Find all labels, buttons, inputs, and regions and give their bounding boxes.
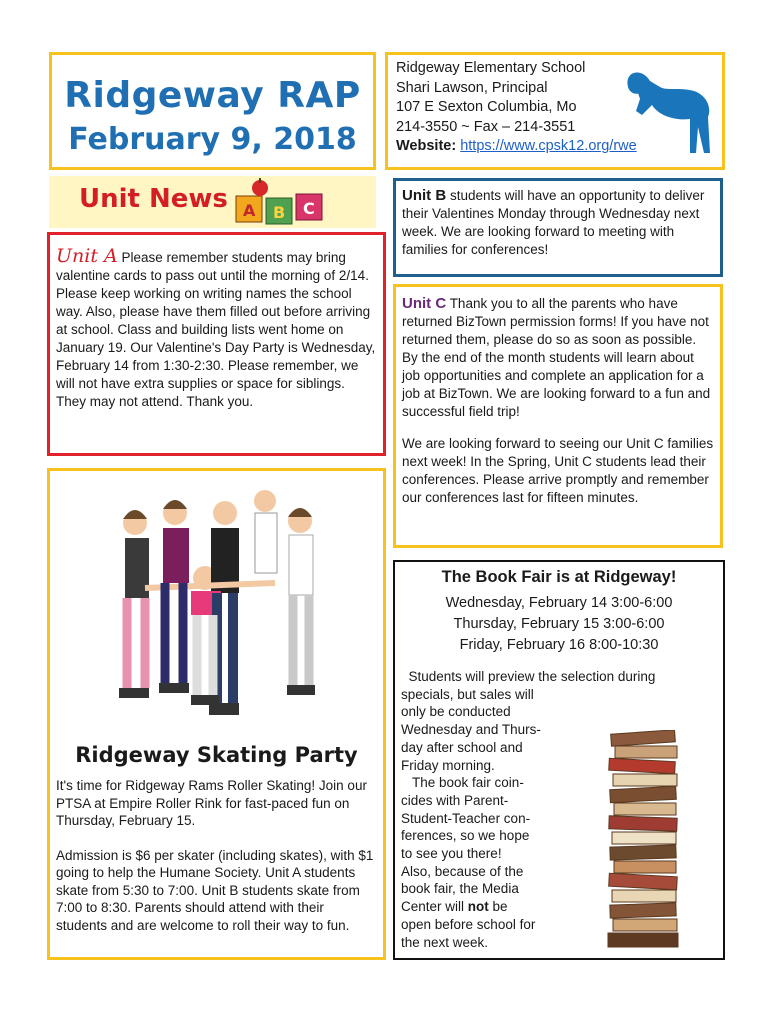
- book-fair-line: the next week.: [401, 934, 489, 950]
- unit-c-para2: We are looking forward to seeing our Unit C families next week! In the Spring, Unit C students lead their conferences. Please arrive promptly and remember our conferences last for fifteen minutes.: [402, 436, 714, 505]
- book-fair-not: not: [467, 899, 489, 915]
- book-fair-line: Friday morning.: [401, 757, 495, 773]
- title-box: [49, 52, 376, 170]
- unit-c-label: Unit C: [402, 295, 447, 312]
- newsletter-title: Ridgeway RAP: [64, 75, 361, 116]
- skating-para1: It's time for Ridgeway Rams Roller Skating! Join our PTSA at Empire Roller Rink for fast-paced fun on Thursday, February 15.: [56, 778, 367, 828]
- newsletter-date: February 9, 2018: [68, 122, 357, 157]
- book-fair-line: book fair, the Media: [401, 881, 519, 897]
- website-link[interactable]: https://www.cpsk12.org/rwe: [460, 138, 637, 154]
- principal-name: Shari Lawson, Principal: [396, 79, 548, 96]
- unit-news-heading: Unit News: [79, 184, 228, 214]
- unit-c-para1: [402, 295, 714, 421]
- book-fair-line: Also, because of the: [401, 863, 524, 879]
- unit-news-header: [49, 176, 376, 228]
- unit-b-text: students will have an opportunity to deliver their Valentines Monday through Wednesday next week. We are looking forward to meeting with families for conferences!: [402, 188, 705, 257]
- unit-a-text: Please remember students may bring valentine cards to pass out until the morning of 2/14. Please keep working on writing names the school way. Also, please have them filled out before arriving at school. Class and building lists went home on January 19. Our Valentine's Day Party is Wednesday, February 14 from 1:30-2:30. Please remember, we will not have extra supplies or space for siblings. They may not attend. Thank you.: [56, 250, 376, 409]
- book-fair-line: The book fair coin-: [401, 775, 524, 791]
- abc-blocks-icon: [234, 178, 334, 226]
- book-fair-line: open before school for: [401, 916, 536, 932]
- skating-party-box: [47, 468, 386, 960]
- unit-b-label: Unit B: [402, 187, 447, 204]
- skating-para2: Admission is $6 per skater (including skates), with $1 going to help the Humane Society. Unit A students skate from 5:30 to 7:00. Unit B students skate from 7:00 to 8:30. Parents should attend with their students and are welcome to roll their way to fun.: [56, 847, 374, 933]
- skating-body: [56, 777, 377, 951]
- book-fair-date-fri: Friday, February 16 8:00-10:30: [459, 637, 659, 653]
- school-name: Ridgeway Elementary School: [396, 60, 586, 76]
- book-fair-line: only be conducted: [401, 704, 511, 720]
- unit-c-box: [393, 284, 723, 548]
- book-fair-line: cides with Parent-: [401, 792, 509, 808]
- unit-a-label: Unit A: [56, 245, 118, 267]
- book-fair-line: day after school and: [401, 739, 523, 755]
- school-info-box: [385, 52, 725, 170]
- svg-text:C: C: [303, 199, 315, 218]
- book-fair-line: to see you there!: [401, 846, 502, 862]
- svg-text:A: A: [243, 201, 256, 220]
- unit-c-text: Thank you to all the parents who have returned BizTown permission forms! If you have not returned them, please do so as soon as possible. By the end of the month students will learn about job opportunities and complete an application for a job at BizTown. We are looking forward to a fun and successful field trip!: [402, 296, 711, 419]
- unit-a-box: [47, 232, 386, 456]
- book-fair-line-start: Center will: [401, 899, 468, 915]
- book-fair-title: The Book Fair is at Ridgeway!: [441, 568, 677, 586]
- book-fair-dates: [395, 593, 723, 656]
- book-fair-be: be: [488, 899, 508, 915]
- unit-b-box: [393, 178, 723, 277]
- svg-text:B: B: [273, 203, 286, 222]
- book-stack-icon: [605, 730, 685, 950]
- skating-kids-image: [105, 483, 335, 733]
- book-fair-line: ferences, so we hope: [401, 828, 530, 844]
- book-fair-line: specials, but sales will: [401, 686, 534, 702]
- book-fair-date-thu: Thursday, February 15 3:00-6:00: [453, 616, 665, 632]
- school-address: 107 E Sexton Columbia, Mo: [396, 99, 577, 115]
- book-fair-box: [393, 560, 725, 960]
- school-phone: 214-3550 ~ Fax – 214-3551: [396, 118, 576, 135]
- ram-mascot-icon: [620, 61, 712, 157]
- book-fair-date-wed: Wednesday, February 14 3:00-6:00: [445, 595, 673, 611]
- book-fair-line: Students will preview the selection during: [401, 669, 656, 684]
- book-fair-line: Student-Teacher con-: [401, 810, 531, 826]
- website-label: Website:: [396, 138, 457, 154]
- skating-heading: Ridgeway Skating Party: [75, 743, 358, 767]
- book-fair-line: Wednesday and Thurs-: [401, 722, 541, 738]
